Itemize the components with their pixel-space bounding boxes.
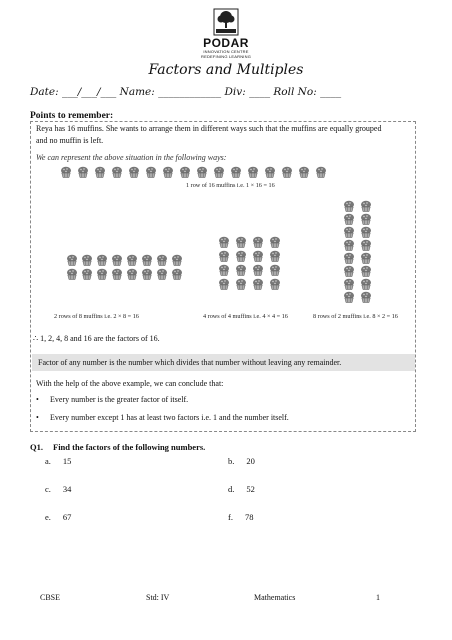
muffin-icon bbox=[360, 278, 372, 290]
muffin-icon bbox=[179, 166, 191, 178]
muffin-icon bbox=[96, 254, 108, 266]
item-a: a. 15 bbox=[45, 456, 72, 466]
muffin-icon bbox=[252, 250, 264, 262]
footer-std: Std: IV bbox=[146, 593, 170, 602]
caption-2x8: 2 rows of 8 muffins i.e. 2 × 8 = 16 bbox=[54, 313, 139, 320]
bullet-item: • Every number is the greater factor of itself. bbox=[36, 395, 189, 404]
conclude-text: With the help of the above example, we can conclude that: bbox=[36, 379, 224, 388]
item-e: e. 67 bbox=[45, 512, 72, 522]
muffin-icon bbox=[218, 250, 230, 262]
muffin-icon bbox=[235, 264, 247, 276]
points-heading: Points to remember: bbox=[30, 111, 114, 121]
muffin-icon bbox=[269, 264, 281, 276]
muffin-icon bbox=[156, 268, 168, 280]
muffin-icon bbox=[343, 278, 355, 290]
muffin-icon bbox=[94, 166, 106, 178]
muffin-icon bbox=[360, 200, 372, 212]
muffin-icon bbox=[126, 254, 138, 266]
muffin-icon bbox=[235, 250, 247, 262]
muffin-icon bbox=[111, 254, 123, 266]
muffin-icon bbox=[171, 254, 183, 266]
tree-logo-icon bbox=[213, 8, 239, 36]
muffin-row bbox=[343, 278, 372, 290]
muffin-icon bbox=[281, 166, 293, 178]
muffin-icon bbox=[213, 166, 225, 178]
muffin-grid-2x8 bbox=[66, 254, 183, 282]
item-f: f. 78 bbox=[228, 512, 254, 522]
caption-8x2: 8 rows of 2 muffins i.e. 8 × 2 = 16 bbox=[313, 313, 398, 320]
muffin-icon bbox=[60, 166, 72, 178]
muffin-row bbox=[343, 239, 372, 251]
muffin-row bbox=[218, 236, 281, 248]
muffin-icon bbox=[264, 166, 276, 178]
logo-name: PODAR bbox=[203, 36, 249, 50]
bullet-item: • Every number except 1 has at least two factors i.e. 1 and the number itself. bbox=[36, 413, 289, 422]
muffin-icon bbox=[218, 264, 230, 276]
muffin-icon bbox=[81, 254, 93, 266]
logo-line1: INNOVATION CENTRE bbox=[203, 49, 249, 54]
intro-line-1: Reya has 16 muffins. She wants to arrange them in different ways such that the muffins are equally grouped bbox=[36, 124, 382, 133]
muffin-row bbox=[343, 252, 372, 264]
muffin-icon bbox=[230, 166, 242, 178]
muffin-icon bbox=[235, 278, 247, 290]
caption-4x4: 4 rows of 4 muffins i.e. 4 × 4 = 16 bbox=[203, 313, 288, 320]
factors-statement: ∴ 1, 2, 4, 8 and 16 are the factors of 16. bbox=[33, 334, 160, 343]
muffin-icon bbox=[141, 254, 153, 266]
muffin-icon bbox=[252, 264, 264, 276]
muffin-row bbox=[218, 264, 281, 276]
muffin-icon bbox=[141, 268, 153, 280]
represent-text: We can represent the above situation in the following ways: bbox=[36, 153, 227, 162]
muffin-icon bbox=[360, 252, 372, 264]
muffin-row bbox=[343, 226, 372, 238]
muffin-icon bbox=[343, 213, 355, 225]
muffin-icon bbox=[111, 268, 123, 280]
muffin-icon bbox=[235, 236, 247, 248]
muffin-icon bbox=[360, 291, 372, 303]
muffin-icon bbox=[269, 250, 281, 262]
muffin-icon bbox=[96, 268, 108, 280]
muffin-icon bbox=[343, 291, 355, 303]
muffin-icon bbox=[269, 236, 281, 248]
definition-banner: Factor of any number is the number which divides that number without leaving any remainder. bbox=[32, 354, 415, 371]
muffin-row bbox=[66, 254, 183, 266]
item-b: b. 20 bbox=[228, 456, 255, 466]
muffin-icon bbox=[360, 226, 372, 238]
muffin-grid-8x2 bbox=[343, 200, 372, 304]
muffin-icon bbox=[81, 268, 93, 280]
muffin-icon bbox=[145, 166, 157, 178]
muffin-icon bbox=[252, 236, 264, 248]
muffin-icon bbox=[66, 268, 78, 280]
muffin-grid-4x4 bbox=[218, 236, 281, 292]
question-heading: Q1. Find the factors of the following numbers. bbox=[30, 442, 206, 452]
muffin-icon bbox=[66, 254, 78, 266]
item-d: d. 52 bbox=[228, 484, 255, 494]
muffin-icon bbox=[171, 268, 183, 280]
muffin-icon bbox=[360, 213, 372, 225]
muffin-row bbox=[343, 265, 372, 277]
muffin-icon bbox=[315, 166, 327, 178]
muffin-icon bbox=[252, 278, 264, 290]
footer-subject: Mathematics bbox=[254, 593, 296, 602]
muffin-icon bbox=[343, 200, 355, 212]
muffin-icon bbox=[196, 166, 208, 178]
school-logo bbox=[190, 8, 262, 59]
muffin-icon bbox=[343, 239, 355, 251]
muffin-icon bbox=[126, 268, 138, 280]
muffin-row bbox=[343, 213, 372, 225]
muffin-row bbox=[218, 278, 281, 290]
caption-1x16: 1 row of 16 muffins i.e. 1 × 16 = 16 bbox=[186, 182, 275, 189]
logo-line2: REDEFINING LEARNING bbox=[200, 54, 252, 59]
footer-page: 1 bbox=[376, 593, 380, 602]
muffin-icon bbox=[77, 166, 89, 178]
muffin-icon bbox=[218, 236, 230, 248]
page-title: Factors and Multiples bbox=[148, 62, 304, 78]
muffin-icon bbox=[343, 252, 355, 264]
muffin-row-16 bbox=[60, 166, 327, 178]
muffin-icon bbox=[343, 265, 355, 277]
bullet-list bbox=[36, 391, 289, 427]
item-c: c. 34 bbox=[45, 484, 72, 494]
muffin-row bbox=[343, 200, 372, 212]
muffin-icon bbox=[360, 265, 372, 277]
muffin-icon bbox=[218, 278, 230, 290]
intro-line-2: and no muffin is left. bbox=[36, 136, 104, 145]
muffin-icon bbox=[111, 166, 123, 178]
muffin-row bbox=[218, 250, 281, 262]
muffin-icon bbox=[128, 166, 140, 178]
muffin-row bbox=[343, 291, 372, 303]
footer-board: CBSE bbox=[40, 593, 61, 602]
intro-text bbox=[36, 123, 414, 147]
muffin-icon bbox=[298, 166, 310, 178]
muffin-icon bbox=[269, 278, 281, 290]
muffin-icon bbox=[360, 239, 372, 251]
muffin-icon bbox=[343, 226, 355, 238]
student-info-line: Date: ___/___/___ Name: ____________ Div: ____ Roll No: ____ bbox=[30, 86, 342, 98]
muffin-icon bbox=[162, 166, 174, 178]
muffin-row bbox=[66, 268, 183, 280]
muffin-icon bbox=[247, 166, 259, 178]
muffin-icon bbox=[156, 254, 168, 266]
